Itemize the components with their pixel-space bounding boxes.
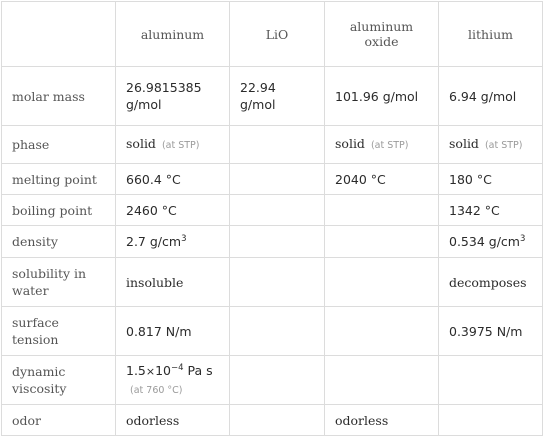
column-header-aluminum-oxide: aluminum oxide (325, 2, 439, 67)
cell-solubility-aluminum-oxide (325, 258, 439, 307)
cell-odor-lio (230, 405, 325, 436)
row-molar-mass (2, 67, 543, 126)
cell-boiling-point-aluminum-oxide (325, 195, 439, 226)
cell-molar-mass-aluminum: 26.9815385 g/mol (116, 67, 230, 126)
row-label-boiling-point: boiling point (2, 195, 116, 226)
cell-surface-tension-aluminum: 0.817 N/m (116, 307, 230, 356)
row-label-molar-mass: molar mass (2, 67, 116, 126)
viscosity-exponent: −4 (171, 362, 184, 373)
cell-surface-tension-aluminum-oxide (325, 307, 439, 356)
corner-cell (2, 2, 116, 67)
viscosity-times-sign: × (145, 364, 156, 378)
phase-value: solid (126, 136, 156, 151)
row-label-solubility: solubility in water (2, 258, 116, 307)
row-surface-tension (2, 307, 543, 356)
cell-phase-aluminum (116, 126, 230, 164)
cell-solubility-lio (230, 258, 325, 307)
cell-boiling-point-lithium: 1342 °C (439, 195, 543, 226)
cell-dynamic-viscosity-aluminum-oxide (325, 356, 439, 405)
cell-melting-point-aluminum-oxide: 2040 °C (325, 164, 439, 195)
cell-density-aluminum (116, 226, 230, 258)
cell-dynamic-viscosity-lithium (439, 356, 543, 405)
cell-boiling-point-lio (230, 195, 325, 226)
cell-dynamic-viscosity-aluminum (116, 356, 230, 405)
row-density (2, 226, 543, 258)
cell-melting-point-aluminum: 660.4 °C (116, 164, 230, 195)
phase-value: solid (335, 136, 365, 151)
column-header-aluminum: aluminum (116, 2, 230, 67)
column-header-lithium: lithium (439, 2, 543, 67)
cell-surface-tension-lio (230, 307, 325, 356)
phase-condition-note: (at STP) (161, 140, 200, 151)
cell-dynamic-viscosity-lio (230, 356, 325, 405)
cell-melting-point-lio (230, 164, 325, 195)
viscosity-condition-note: (at 760 °C) (130, 384, 183, 396)
row-melting-point (2, 164, 543, 195)
viscosity-unit: Pa s (187, 362, 213, 378)
row-label-odor: odor (2, 405, 116, 436)
row-label-surface-tension: surface tension (2, 307, 116, 356)
cell-molar-mass-lithium: 6.94 g/mol (439, 67, 543, 126)
cell-odor-aluminum-oxide: odorless (325, 405, 439, 436)
cell-solubility-aluminum: insoluble (116, 258, 230, 307)
cell-phase-lithium (439, 126, 543, 164)
density-exponent: 3 (181, 233, 187, 244)
row-label-phase: phase (2, 126, 116, 164)
cell-density-lithium (439, 226, 543, 258)
cell-density-lio (230, 226, 325, 258)
phase-condition-note: (at STP) (370, 140, 409, 151)
properties-table (1, 1, 543, 436)
row-dynamic-viscosity (2, 356, 543, 405)
cell-odor-aluminum: odorless (116, 405, 230, 436)
cell-boiling-point-aluminum: 2460 °C (116, 195, 230, 226)
cell-molar-mass-aluminum-oxide: 101.96 g/mol (325, 67, 439, 126)
cell-density-aluminum-oxide (325, 226, 439, 258)
density-value: 0.534 g/cm (449, 234, 520, 249)
cell-odor-lithium (439, 405, 543, 436)
density-value: 2.7 g/cm (126, 234, 182, 249)
cell-surface-tension-lithium: 0.3975 N/m (439, 307, 543, 356)
viscosity-base: 10 (155, 362, 172, 378)
column-header-lio: LiO (230, 2, 325, 67)
cell-phase-lio (230, 126, 325, 164)
row-boiling-point (2, 195, 543, 226)
cell-phase-aluminum-oxide (325, 126, 439, 164)
row-label-density: density (2, 226, 116, 258)
phase-condition-note: (at STP) (484, 140, 523, 151)
phase-value: solid (449, 136, 479, 151)
cell-molar-mass-lio: 22.94 g/mol (230, 67, 325, 126)
cell-solubility-lithium: decomposes (439, 258, 543, 307)
viscosity-mantissa: 1.5 (126, 362, 146, 378)
density-exponent: 3 (519, 233, 526, 244)
row-label-dynamic-viscosity: dynamic viscosity (2, 356, 116, 405)
row-solubility (2, 258, 543, 307)
cell-melting-point-lithium: 180 °C (439, 164, 543, 195)
row-odor (2, 405, 543, 436)
header-row (2, 2, 543, 67)
row-label-melting-point: melting point (2, 164, 116, 195)
row-phase (2, 126, 543, 164)
